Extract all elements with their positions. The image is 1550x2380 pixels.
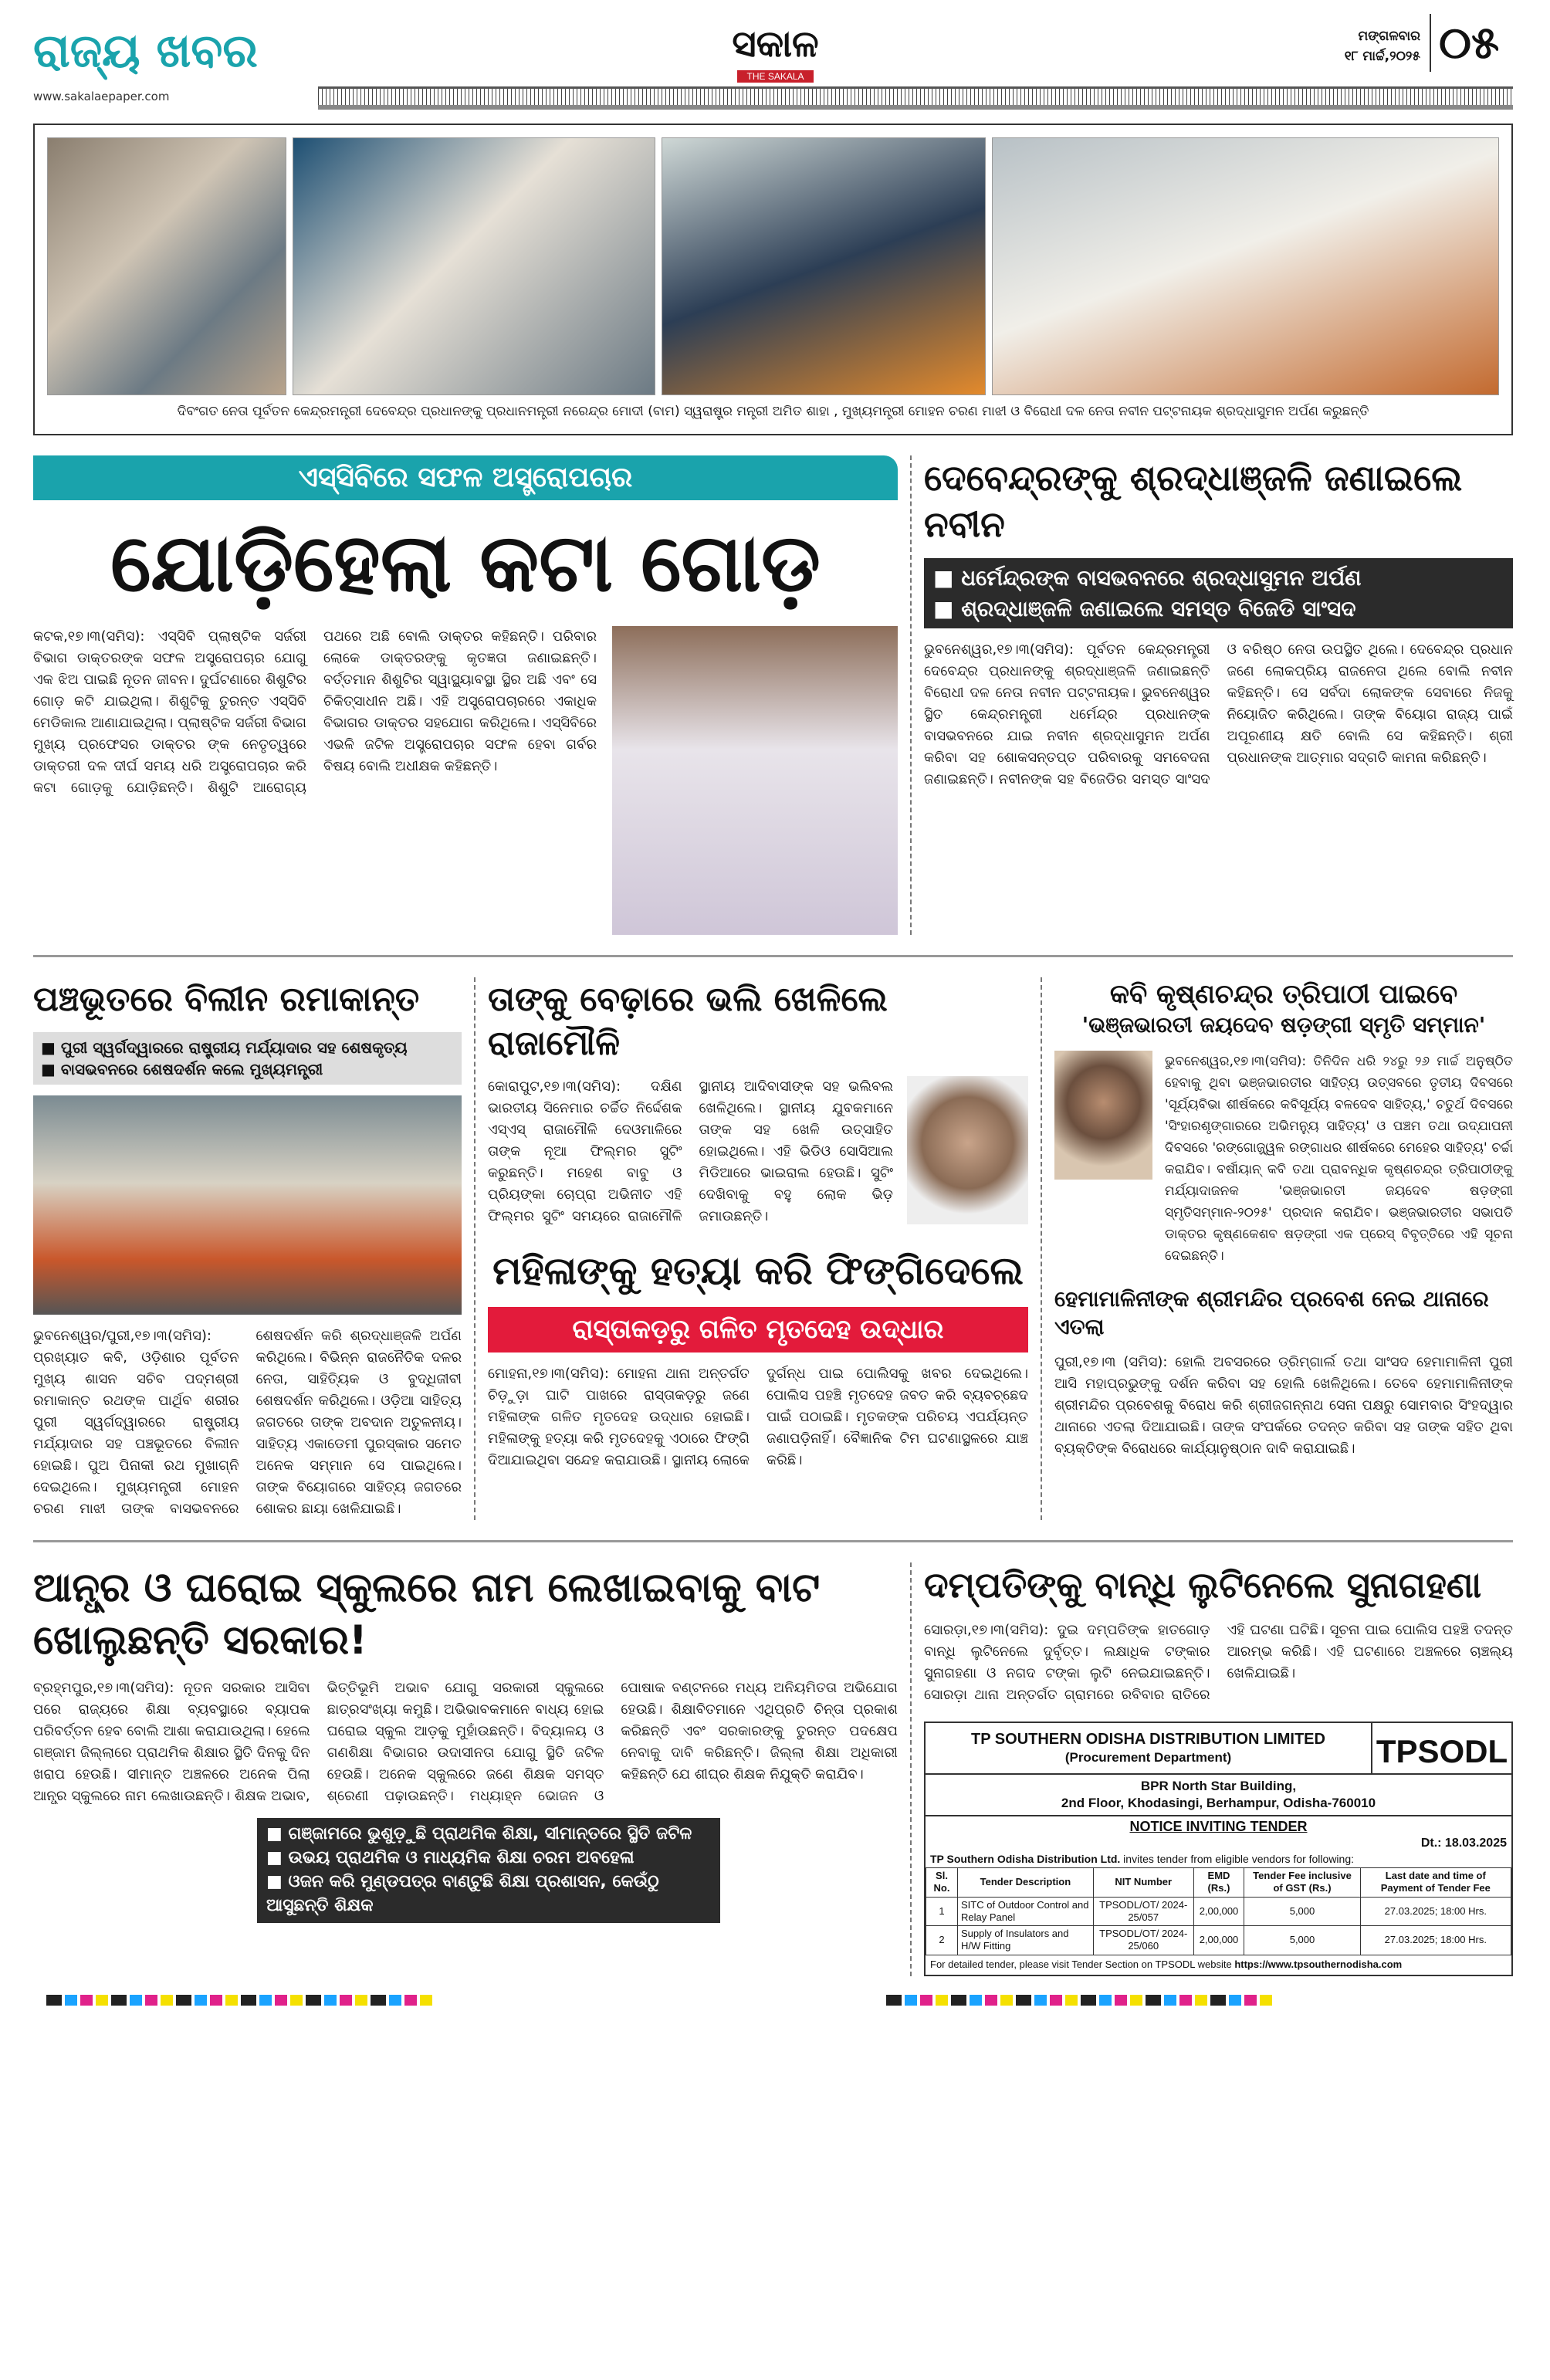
story8-highlights (257, 1818, 720, 1922)
tender-dept: (Procurement Department) (1064, 1749, 1232, 1765)
tender-table (926, 1867, 1511, 1955)
masthead-name: ସକାଳ (732, 22, 819, 66)
story8-bullet: ■ ଗଞ୍ଜାମରେ ଭୁଶୁଡ଼ୁଛି ପ୍ରାଥମିକ ଶିକ୍ଷା, ସୀମାନ୍ତରେ ସ୍ଥିତି ଜଟିଳ (266, 1824, 692, 1844)
cell-emd: 2,00,000 (1193, 1926, 1244, 1955)
tender-col-header: Tender Fee inclusive of GST (Rs.) (1244, 1868, 1360, 1898)
story9-headline[interactable]: ଦମ୍ପତିଙ୍କୁ ବାନ୍ଧି ଲୁଟିନେଲେ ସୁନାଗହଣା (924, 1564, 1482, 1606)
story4-headline[interactable]: ତାଙ୍କୁ ବେଢ଼ାରେ ଭଲି ଖେଳିଲେ ରାଜାମୌଳି (488, 979, 888, 1064)
page-header (0, 0, 1550, 124)
photo-tribute-2 (293, 137, 655, 395)
table-row (926, 1926, 1511, 1955)
cell-description: SITC of Outdoor Control and Relay Panel (958, 1897, 1094, 1926)
story3-headline[interactable]: ପଞ୍ଚଭୂତରେ ବିଲୀନ ରମାକାନ୍ତ (33, 979, 420, 1019)
story2-bullet: ■ ଧର୍ମେନ୍ଦ୍ରଙ୍କ ବାସଭବନରେ ଶ୍ରଦ୍ଧାସୁମନ ଅର୍ପଣ (933, 565, 1362, 591)
story8-body: ବ୍ରହ୍ମପୁର,୧୭।୩(ସମିସ): ନୂତନ ସରକାର ଆସିବା ପରେ ରାଜ୍ୟରେ ଶିକ୍ଷା ବ୍ୟବସ୍ଥାରେ ବ୍ୟାପକ ପରିବର୍ତ୍ତନ ହେବ ବୋଲି ଆଶା କରାଯାଉଥିଲା। ହେଲେ ଗଞ୍ଜାମ ଜିଲ୍ଲାରେ ପ୍ରାଥମିକ ଶିକ୍ଷାର ସ୍ଥିତି ଦିନକୁ ଦିନ ଖରାପ ହେଉଛି। ସୀମାନ୍ତ ଅଞ୍ଚଳରେ ଅନେକ ପିଲା ଆନ୍ଧ୍ର ସ୍କୁଲରେ ନାମ ଲେଖାଉଛନ୍ତି। ଶିକ୍ଷକ ଅଭାବ, ଭିତ୍ତିଭୂମି ଅଭାବ ଯୋଗୁ ସରକାରୀ ସ୍କୁଲରେ ଛାତ୍ରସଂଖ୍ୟା କମୁଛି। ଅଭିଭାବକମାନେ ବାଧ୍ୟ ହୋଇ ଘରୋଇ ସ୍କୁଲ ଆଡ଼କୁ ମୁହାଁଉଛନ୍ତି। ବିଦ୍ୟାଳୟ ଓ ଗଣଶିକ୍ଷା ବିଭାଗର ଉଦାସୀନତା ଯୋଗୁ ସ୍ଥିତି ଜଟିଳ ହେଉଛି। ଅନେକ ସ୍କୁଲରେ ଜଣେ ଶିକ୍ଷକ ସମସ୍ତ ଶ୍ରେଣୀ ପଢ଼ାଉଛନ୍ତି। ମଧ୍ୟାହ୍ନ ଭୋଜନ ଓ ପୋଷାକ ବଣ୍ଟନରେ ମଧ୍ୟ ଅନିୟମିତତା ଅଭିଯୋଗ ହେଉଛି। ଶିକ୍ଷାବିତମାନେ ଏଥିପ୍ରତି ଚିନ୍ତା ପ୍ରକାଶ କରିଛନ୍ତି ଏବଂ ସରକାରଙ୍କୁ ତୁରନ୍ତ ପଦକ୍ଷେପ ନେବାକୁ ଦାବି କରିଛନ୍ତି। ଜିଲ୍ଲା ଶିକ୍ଷା ଅଧିକାରୀ କହିଛନ୍ତି ଯେ ଶୀଘ୍ର ଶିକ୍ଷକ ନିଯୁକ୍ତି କରାଯିବ। (33, 1680, 898, 1805)
story6-7 (1054, 977, 1513, 1460)
story5-headline[interactable]: ମହିଳାଙ୍କୁ ହତ୍ୟା କରି ଫିଙ୍ଗିଦେଲେ (492, 1248, 1024, 1294)
cell-nit: TPSODL/OT/ 2024-25/060 (1093, 1926, 1193, 1955)
story3-bullet: ■ ପୁରୀ ସ୍ୱର୍ଗଦ୍ୱାରରେ ରାଷ୍ଟ୍ରୀୟ ମର୍ଯ୍ୟାଦାର ସହ ଶେଷକୃତ୍ୟ (41, 1038, 408, 1058)
story6-headline[interactable] (1054, 977, 1513, 1040)
story4-photo (907, 1076, 1028, 1224)
photo-tribute-1 (47, 137, 286, 395)
tender-address-2: 2nd Floor, Khodasingi, Berhampur, Odisha-760010 (1061, 1795, 1376, 1810)
tender-title: NOTICE INVITING TENDER (1129, 1818, 1308, 1834)
story8-bullet: ■ ଓଜନ କରି ମୁଣ୍ଡପତ୍ର ବାଣ୍ଟୁଛି ଶିକ୍ଷା ପ୍ରଶାସନ, କେଉଁଠୁ ଆସୁଛନ୍ତି ଶିକ୍ଷକ (266, 1871, 659, 1915)
cell-fee: 5,000 (1244, 1897, 1360, 1926)
story2-body: ଭୁବନେଶ୍ୱର,୧୭।୩(ସମିସ): ପୂର୍ବତନ କେନ୍ଦ୍ରମନ୍ତ୍ରୀ ଦେବେନ୍ଦ୍ର ପ୍ରଧାନଙ୍କୁ ଶ୍ରଦ୍ଧାଞ୍ଜଳି ଜଣାଇଛନ୍ତି ବିରୋଧୀ ଦଳ ନେତା ନବୀନ ପଟ୍ଟନାୟକ। ଭୁବନେଶ୍ୱର ସ୍ଥିତ କେନ୍ଦ୍ରମନ୍ତ୍ରୀ ଧର୍ମେନ୍ଦ୍ର ପ୍ରଧାନଙ୍କ ବାସଭବନରେ ଯାଇ ନବୀନ ଶ୍ରଦ୍ଧାସୁମନ ଅର୍ପଣ କରିବା ସହ ଶୋକସନ୍ତପ୍ତ ପରିବାରକୁ ସମବେଦନା ଜଣାଇଛନ୍ତି। ନବୀନଙ୍କ ସହ ବିଜେଡିର ସମସ୍ତ ସାଂସଦ ଓ ବରିଷ୍ଠ ନେତା ଉପସ୍ଥିତ ଥିଲେ। ଦେବେନ୍ଦ୍ର ପ୍ରଧାନ ଜଣେ ଲୋକପ୍ରିୟ ରାଜନେତା ଥିଲେ ବୋଲି ନବୀନ କହିଛନ୍ତି। ସେ ସର୍ବଦା ଲୋକଙ୍କ ସେବାରେ ନିଜକୁ ନିୟୋଜିତ କରିଥିଲେ। ତାଙ୍କ ବିୟୋଗ ରାଜ୍ୟ ପାଇଁ ଅପୂରଣୀୟ କ୍ଷତି ବୋଲି ସେ କହିଛନ୍ତି। ଶ୍ରୀ ପ୍ରଧାନଙ୍କ ଆତ୍ମାର ସଦ୍‌ଗତି କାମନା କରିଛନ୍ତି। (924, 641, 1513, 787)
tender-col-header: Last date and time of Payment of Tender Fee (1360, 1868, 1511, 1898)
cell-sl: 2 (926, 1926, 958, 1955)
section-divider (33, 955, 1513, 957)
tender-col-header: NIT Number (1093, 1868, 1193, 1898)
story6-photo (1054, 1051, 1152, 1180)
photo-caption: ଦିବଂଗତ ନେତା ପୂର୍ବତନ କେନ୍ଦ୍ରମନ୍ତ୍ରୀ ଦେବେନ୍ଦ୍ର ପ୍ରଧାନଙ୍କୁ ପ୍ରଧାନମନ୍ତ୍ରୀ ନରେନ୍ଦ୍ର ମୋଦୀ (ବାମ) ସ୍ୱରାଷ୍ଟ୍ର ମନ୍ତ୍ରୀ ଅମିତ ଶାହା , ମୁଖ୍ୟମନ୍ତ୍ରୀ ମୋହନ ଚରଣ ମାଝୀ ଓ ବିରୋଧୀ ଦଳ ନେତା ନବୀନ ପଟ୍ଟନାୟକ ଶ୍ରଦ୍ଧାସୁମନ ଅର୍ପଣ କରୁଛନ୍ତି (177, 404, 1369, 419)
story2-bullet: ■ ଶ୍ରଦ୍ଧାଞ୍ଜଳି ଜଣାଇଲେ ସମସ୍ତ ବିଜେଡି ସାଂସଦ (933, 595, 1356, 621)
story8-headline[interactable]: ଆନ୍ଧ୍ର ଓ ଘରୋଇ ସ୍କୁଲରେ ନାମ ଲେଖାଇବାକୁ ବାଟ ଖୋଲୁଛନ୍ତି ସରକାର! (33, 1565, 821, 1664)
story1-headline[interactable]: ଯୋଡ଼ିହେଲା କଟା ଗୋଡ଼ (110, 515, 821, 610)
cell-deadline: 27.03.2025; 18:00 Hrs. (1360, 1897, 1511, 1926)
story9 (924, 1562, 1513, 1975)
photo-tribute-4 (992, 137, 1499, 395)
cell-sl: 1 (926, 1897, 958, 1926)
column-divider (910, 1562, 912, 1975)
story3-body: ଭୁବନେଶ୍ୱର/ପୁରୀ,୧୭।୩(ସମିସ): ପ୍ରଖ୍ୟାତ କବି, ଓଡ଼ିଶାର ପୂର୍ବତନ ମୁଖ୍ୟ ଶାସନ ସଚିବ ପଦ୍ମଶ୍ରୀ ରମାକାନ୍ତ ରଥଙ୍କ ପାର୍ଥିବ ଶରୀର ପୁରୀ ସ୍ୱର୍ଗଦ୍ୱାରରେ ରାଷ୍ଟ୍ରୀୟ ମର୍ଯ୍ୟାଦାର ସହ ପଞ୍ଚଭୂତରେ ବିଲୀନ ହୋଇଛି। ପୁଅ ପିନାକୀ ରଥ ମୁଖାଗ୍ନି ଦେଇଥିଲେ। ମୁଖ୍ୟମନ୍ତ୍ରୀ ମୋହନ ଚରଣ ମାଝୀ ତାଙ୍କ ବାସଭବନରେ ଶେଷଦର୍ଶନ କରି ଶ୍ରଦ୍ଧାଞ୍ଜଳି ଅର୍ପଣ କରିଥିଲେ। ବିଭିନ୍ନ ରାଜନୈତିକ ଦଳର ନେତା, ସାହିତ୍ୟିକ ଓ ବୁଦ୍ଧିଜୀବୀ ଶେଷଦର୍ଶନ କରିଥିଲେ। ଓଡ଼ିଆ ସାହିତ୍ୟ ଜଗତରେ ତାଙ୍କ ଅବଦାନ ଅତୁଳନୀୟ। ସାହିତ୍ୟ ଏକାଡେମୀ ପୁରସ୍କାର ସମେତ ଅନେକ ସମ୍ମାନ ସେ ପାଇଥିଲେ। ତାଙ୍କ ବିୟୋଗରେ ସାହିତ୍ୟ ଜଗତରେ ଶୋକର ଛାୟା ଖେଳିଯାଇଛି। (33, 1328, 462, 1518)
tender-col-header: EMD (Rs.) (1193, 1868, 1244, 1898)
page-content (0, 124, 1550, 1976)
website-url[interactable]: www.sakalaepaper.com (33, 90, 170, 103)
story3 (33, 977, 462, 1520)
tender-intro-company: TP Southern Odisha Distribution Ltd. (930, 1852, 1121, 1865)
page-number: ୦୫ (1430, 14, 1499, 72)
story6-headline-line1: କବି କୃଷ୍ଣଚନ୍ଦ୍ର ତ୍ରିପାଠୀ ପାଇବେ (1109, 978, 1458, 1010)
story7-headline[interactable]: ହେମାମାଳିନୀଙ୍କ ଶ୍ରୀମନ୍ଦିର ପ୍ରବେଶ ନେଇ ଥାନାରେ ଏତଲା (1054, 1285, 1489, 1339)
story3-photo (33, 1095, 462, 1315)
cell-description: Supply of Insulators and H/W Fitting (958, 1926, 1094, 1955)
story9-body: ସୋରଡ଼ା,୧୭।୩(ସମିସ): ଦୁଇ ଦମ୍ପତିଙ୍କ ହାତଗୋଡ଼ ବାନ୍ଧି ଲୁଟିନେଲେ ଦୁର୍ବୃତ୍ତ। ଲକ୍ଷାଧିକ ଟଙ୍କାର ସୁନାଗହଣା ଓ ନଗଦ ଟଙ୍କା ଲୁଟି ନେଇଯାଇଛନ୍ତି। ସୋରଡ଼ା ଥାନା ଅନ୍ତର୍ଗତ ଗ୍ରାମରେ ରବିବାର ରାତିରେ ଏହି ଘଟଣା ଘଟିଛି। ସୂଚନା ପାଇ ପୋଲିସ ପହଞ୍ଚି ତଦନ୍ତ ଆରମ୍ଭ କରିଛି। ଏହି ଘଟଣାରେ ଅଞ୍ଚଳରେ ଚାଞ୍ଚଲ୍ୟ ଖେଳିଯାଇଛି। (924, 1621, 1513, 1703)
date: ୧୮ ମାର୍ଚ୍ଚ,୨୦୨୫ (1344, 49, 1420, 64)
tender-website-link[interactable]: https://www.tpsouthernodisha.com (1234, 1958, 1403, 1970)
story3-highlights (33, 1032, 462, 1085)
tender-date: Dt.: 18.03.2025 (1420, 1837, 1507, 1850)
row-top-stories (33, 455, 1513, 935)
header-rule (318, 86, 1513, 110)
cell-nit: TPSODL/OT/ 2024-25/057 (1093, 1897, 1193, 1926)
registration-marks (886, 1995, 1272, 2006)
tender-col-header: Sl. No. (926, 1868, 958, 1898)
story2-highlights (924, 558, 1513, 628)
tender-intro: invites tender from eligible vendors for following: (1120, 1852, 1354, 1865)
table-row (926, 1897, 1511, 1926)
story6-headline-line2: 'ଭଞ୍ଜଭାରତୀ ଜୟଦେବ ଷଡ଼ଙ୍ଗୀ ସ୍ମୃତି ସମ୍ମାନ' (1081, 1012, 1486, 1038)
story5-body: ମୋହନା,୧୭।୩(ସମିସ): ମୋହନା ଥାନା ଅନ୍ତର୍ଗତ ଚିଡ଼ୁଡ଼ା ଘାଟି ପାଖରେ ରାସ୍ତାକଡ଼ରୁ ଜଣେ ମହିଳାଙ୍କ ଗଳିତ ମୃତଦେହ ଉଦ୍ଧାର ହୋଇଛି। ମହିଳାଙ୍କୁ ହତ୍ୟା କରି ମୃତଦେହକୁ ଏଠାରେ ଫିଙ୍ଗି ଦିଆଯାଇଥିବା ସନ୍ଦେହ କରାଯାଉଛି। ସ୍ଥାନୀୟ ଲୋକେ ଦୁର୍ଗନ୍ଧ ପାଇ ପୋଲିସକୁ ଖବର ଦେଇଥିଲେ। ପୋଲିସ ପହଞ୍ଚି ମୃତଦେହ ଜବତ କରି ବ୍ୟବଚ୍ଛେଦ ପାଇଁ ପଠାଇଛି। ମୃତକଙ୍କ ପରିଚୟ ଏପର୍ଯ୍ୟନ୍ତ ଜଣାପଡ଼ିନାହିଁ। ବୈଜ୍ଞାନିକ ଟିମ ଘଟଣାସ୍ଥଳରେ ଯାଞ୍ଚ କରିଛି। (488, 1366, 1028, 1469)
story1-kicker: ଏସ୍‌ସିବିରେ ସଫଳ ଅସ୍ତ୍ରୋପଚାର (33, 455, 898, 500)
issue-date (1220, 26, 1420, 66)
masthead-tag: THE SAKALA (737, 70, 813, 83)
column-divider (474, 977, 475, 1520)
tender-advertisement (924, 1722, 1513, 1976)
story1 (33, 455, 898, 935)
row-middle-stories (33, 977, 1513, 1520)
day: ମଙ୍ଗଳବାର (1358, 29, 1420, 44)
story1-body: କଟକ,୧୭।୩(ସମିସ): ଏସ୍‌ସିବି ପ୍ଲାଷ୍ଟିକ ସର୍ଜରୀ ବିଭାଗ ଡାକ୍ତରଙ୍କ ସଫଳ ଅସ୍ତ୍ରୋପଚାର ଯୋଗୁ ଏକ ଝିଅ ପାଇଛି ନୂତନ ଜୀବନ। ଦୁର୍ଘଟଣାରେ ଶିଶୁଟିର ଗୋଡ଼ କଟି ଯାଇଥିଲା। ଶିଶୁଟିକୁ ତୁରନ୍ତ ଏସ୍‌ସିବି ମେଡିକାଲ ଆଣାଯାଇଥିଲା। ପ୍ଲାଷ୍ଟିକ ସର୍ଜରୀ ବିଭାଗ ମୁଖ୍ୟ ପ୍ରଫେସର ଡାକ୍ତର ଙ୍କ ନେତୃତ୍ୱରେ ଡାକ୍ତରୀ ଦଳ ଦୀର୍ଘ ସମୟ ଧରି ଅସ୍ତ୍ରୋପଚାର କରି କଟା ଗୋଡ଼କୁ ଯୋଡ଼ିଛନ୍ତି। ଶିଶୁଟି ଆରୋଗ୍ୟ ପଥରେ ଅଛି ବୋଲି ଡାକ୍ତର କହିଛନ୍ତି। ପରିବାର ଲୋକେ ଡାକ୍ତରଙ୍କୁ କୃତଜ୍ଞତା ଜଣାଇଛନ୍ତି। ବର୍ତ୍ତମାନ ଶିଶୁଟିର ସ୍ୱାସ୍ଥ୍ୟାବସ୍ଥା ସ୍ଥିର ଅଛି ଏବଂ ସେ ଚିକିତ୍ସାଧୀନ ଅଛି। ଏହି ଅସ୍ତ୍ରୋପଚାରରେ ଏକାଧିକ ବିଭାଗର ଡାକ୍ତର ସହଯୋଗ କରିଥିଲେ। ଏସ୍‌ସିବିରେ ଏଭଳି ଜଟିଳ ଅସ୍ତ୍ରୋପଚାର ସଫଳ ହେବା ଗର୍ବର ବିଷୟ ବୋଲି ଅଧୀକ୍ଷକ କହିଛନ୍ତି। (33, 628, 597, 796)
tender-company: TP SOUTHERN ODISHA DISTRIBUTION LIMITED (971, 1730, 1325, 1748)
story3-bullet: ■ ବାସଭବନରେ ଶେଷଦର୍ଶନ କଲେ ମୁଖ୍ୟମନ୍ତ୍ରୀ (41, 1060, 323, 1079)
column-divider (1041, 977, 1042, 1520)
story2-headline[interactable]: ଦେବେନ୍ଦ୍ରଙ୍କୁ ଶ୍ରଦ୍ଧାଞ୍ଜଳି ଜଣାଇଲେ ନବୀନ (924, 456, 1463, 545)
story4-5 (488, 977, 1028, 1471)
story8-bullet: ■ ଉଭୟ ପ୍ରାଥମିକ ଓ ମାଧ୍ୟମିକ ଶିକ୍ଷା ଚରମ ଅବହେଳା (266, 1848, 635, 1868)
row-bottom-stories (33, 1562, 1513, 1975)
cell-deadline: 27.03.2025; 18:00 Hrs. (1360, 1926, 1511, 1955)
story1-photo (612, 626, 898, 935)
tender-col-header: Tender Description (958, 1868, 1094, 1898)
masthead (673, 20, 878, 83)
section-divider (33, 1540, 1513, 1542)
registration-marks-row (0, 1976, 1550, 2021)
column-divider (910, 455, 912, 935)
photo-tribute-3 (662, 137, 986, 395)
story8 (33, 1562, 898, 1922)
story2 (924, 455, 1513, 791)
cell-emd: 2,00,000 (1193, 1897, 1244, 1926)
photo-strip (33, 124, 1513, 435)
story5-subhead-banner: ରାସ୍ତାକଡ଼ରୁ ଗଳିତ ମୃତଦେହ ଉଦ୍ଧାର (488, 1307, 1028, 1353)
cell-fee: 5,000 (1244, 1926, 1360, 1955)
tpsodl-logo: TPSODL (1376, 1732, 1508, 1769)
story4-body: କୋରାପୁଟ,୧୭।୩(ସମିସ): ଦକ୍ଷିଣ ଭାରତୀୟ ସିନେମାର ଚର୍ଚ୍ଚିତ ନିର୍ଦ୍ଦେଶକ ଏସ୍‌ଏସ୍ ରାଜାମୌଳି ଦେଓମାଳିରେ ତାଙ୍କ ନୂଆ ଫିଲ୍ମର ସୁଟିଂ କରୁଛନ୍ତି। ମହେଶ ବାବୁ ଓ ପ୍ରିୟଙ୍କା ଚୋପ୍ରା ଅଭିନୀତ ଏହି ଫିଲ୍ମର ସୁଟିଂ ସମୟରେ ରାଜାମୌଳି ସ୍ଥାନୀୟ ଆଦିବାସୀଙ୍କ ସହ ଭଲିବଲ ଖେଳିଥିଲେ। ସ୍ଥାନୀୟ ଯୁବକମାନେ ତାଙ୍କ ସହ ଖେଳି ଉତ୍ସାହିତ ହୋଇଥିଲେ। ଏହି ଭିଡିଓ ସୋସିଆଲ ମିଡିଆରେ ଭାଇରାଲ ହେଉଛି। ସୁଟିଂ ଦେଖିବାକୁ ବହୁ ଲୋକ ଭିଡ଼ ଜମାଉଛନ୍ତି। (488, 1078, 893, 1225)
section-logo: ରାଜ୍ୟ ଖବର (33, 24, 258, 78)
tender-footer: For detailed tender, please visit Tender Section on TPSODL website (930, 1958, 1235, 1970)
story6-body: ଭୁବନେଶ୍ୱର,୧୭।୩(ସମିସ): ତିନିଦିନ ଧରି ୨୪ରୁ ୨୬ ମାର୍ଚ୍ଚ ଅନୁଷ୍ଠିତ ହେବାକୁ ଥିବା ଭଞ୍ଜଭାରତୀର ସାହିତ୍ୟ ଉତ୍ସବରେ ତୃତୀୟ ଦିବସରେ 'ସୂର୍ଯ୍ୟବିଭା ଶୀର୍ଷକରେ କବିସୂର୍ଯ୍ୟ ବଳଦେବ ସାହିତ୍ୟ,' ଚତୁର୍ଥ ଦିବସରେ 'ସିଂହାରଶୃଙ୍ଗାରରେ ଅଭିମନ୍ୟୁ ସାହିତ୍ୟ' ଓ ପଞ୍ଚମ ତଥା ଉଦ୍‌ଯାପନୀ ଦିବସରେ 'ରଙ୍ଗୋଜ୍ଜ୍ୱଳ ରଙ୍ଗାଧର ଶୀର୍ଷକରେ ମେହେର ସାହିତ୍ୟ' ଚର୍ଚ୍ଚା କରାଯିବ। ବର୍ଷୀୟାନ୍ କବି ତଥା ପ୍ରାବନ୍ଧିକ କୃଷ୍ଣଚନ୍ଦ୍ର ତ୍ରିପାଠୀଙ୍କୁ ମର୍ଯ୍ୟାଦାଜନକ 'ଭଞ୍ଜଭାରତୀ ଜୟଦେବ ଷଡ଼ଙ୍ଗୀ ସ୍ମୃତିସମ୍ମାନ-୨୦୨୫' ପ୍ରଦାନ କରାଯିବ। ଭଞ୍ଜଭାରତୀର ସଭାପତି ଡାକ୍ତର କୃଷ୍ଣକେଶବ ଷଡ଼ଙ୍ଗୀ ଏକ ପ୍ରେସ୍ ବିବୃତ୍ତିରେ ଏହି ସୂଚନା ଦେଇଛନ୍ତି। (1165, 1053, 1513, 1264)
tender-address-1: BPR North Star Building, (1140, 1778, 1297, 1793)
story7-body: ପୁରୀ,୧୭।୩ (ସମିସ): ହୋଲି ଅବସରରେ ଡ୍ରିମ୍‌ଗାର୍ଲ ତଥା ସାଂସଦ ହେମାମାଳିନୀ ପୁରୀ ଆସି ମହାପ୍ରଭୁଙ୍କୁ ଦର୍ଶନ କରିବା ସହ ହୋଲି ଖେଳିଥିଲେ। ତେବେ ହେମାମାଳିନୀଙ୍କ ଶ୍ରୀମନ୍ଦିର ପ୍ରବେଶକୁ ବିରୋଧ କରି ଶ୍ରୀଜଗନ୍ନାଥ ସେନା ପକ୍ଷରୁ ସୋମବାର ସିଂହଦ୍ୱାର ଥାନାରେ ଏତଲା ଦିଆଯାଇଛି। ତାଙ୍କ ସଂପର୍କରେ ତଦନ୍ତ କରିବା ସହ ତାଙ୍କ ସହିତ ଥିବା ବ୍ୟକ୍ତିଙ୍କ ବିରୋଧରେ କାର୍ଯ୍ୟାନୁଷ୍ଠାନ ଦାବି କରାଯାଇଛି। (1054, 1354, 1513, 1457)
registration-marks (46, 1995, 432, 2006)
